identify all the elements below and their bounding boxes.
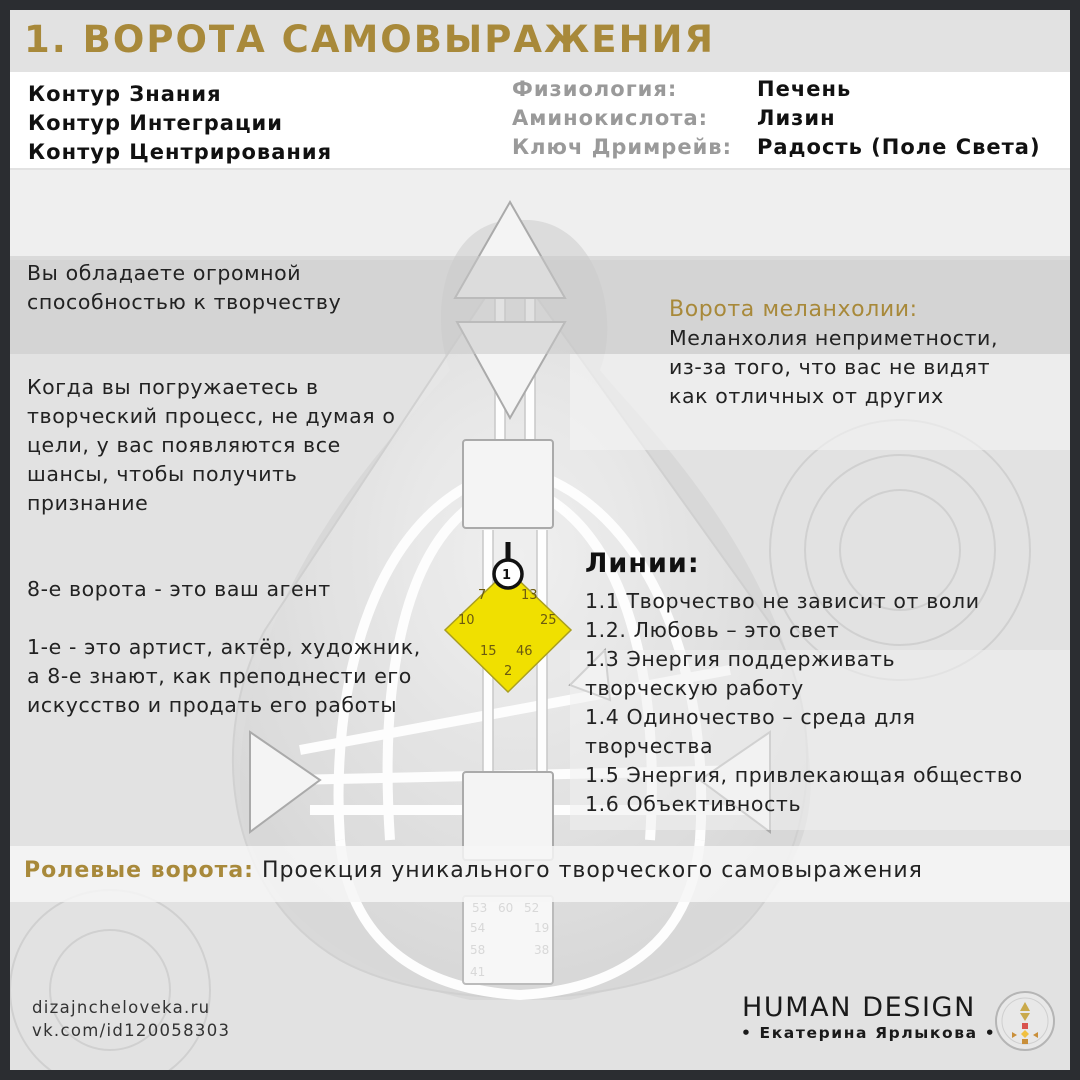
line-1-1: 1.1 Творчество не зависит от воли: [585, 589, 980, 613]
circuit-centering: Контур Центрирования: [28, 140, 333, 164]
root-gate-60: 60: [498, 901, 514, 915]
physiology-label: Физиология:: [512, 77, 678, 101]
text-line: искусство и продать его работы: [27, 693, 398, 717]
brand-title: HUMAN DESIGN: [742, 992, 976, 1023]
source-links: [32, 996, 230, 1042]
root-gate-52: 52: [524, 901, 540, 915]
role-gates-label: Ролевые ворота:: [24, 858, 254, 883]
recognition-text: [27, 373, 395, 518]
root-center: [463, 896, 553, 984]
text-line: шансы, чтобы получить: [27, 462, 298, 486]
amino-acid-value: Лизин: [757, 106, 836, 130]
line-1-4-cont: творчества: [585, 734, 714, 758]
role-gates: [24, 858, 923, 883]
root-gate-58: 58: [470, 943, 486, 957]
gate-marker-number: 1: [502, 568, 512, 583]
text-line: Меланхолия неприметности,: [669, 326, 999, 350]
infographic-card: [10, 10, 1070, 1070]
lines-title: Линии:: [585, 548, 700, 579]
line-1-3: 1.3 Энергия поддерживать: [585, 647, 896, 671]
physiology-value: Печень: [757, 77, 852, 101]
gate-10: 10: [458, 613, 475, 628]
text-line: 1-е - это артист, актёр, художник,: [27, 635, 421, 659]
dreamrave-key-label: Ключ Дримрейв:: [512, 135, 732, 159]
root-gate-38: 38: [534, 943, 550, 957]
throat-center: [463, 440, 553, 528]
text-line: признание: [27, 491, 149, 515]
text-line: Вы обладаете огромной: [27, 261, 302, 285]
text-line: Когда вы погружаетесь в: [27, 375, 319, 399]
dreamrave-key-value: Радость (Поле Света): [757, 135, 1041, 159]
text-line: как отличных от других: [669, 384, 944, 408]
artist-text: [27, 633, 421, 720]
text-line: цели, у вас появляются все: [27, 433, 341, 457]
bodygraph-illustration: [10, 10, 1070, 1070]
human-design-logo-icon: [994, 990, 1056, 1052]
amino-acid-label: Аминокислота:: [512, 106, 709, 130]
gate-25: 25: [540, 613, 557, 628]
root-gate-54: 54: [470, 921, 486, 935]
gate-13: 13: [521, 588, 538, 603]
agent-text: [27, 575, 331, 604]
root-gate-53: 53: [472, 901, 488, 915]
text-line: 8-е ворота - это ваш агент: [27, 577, 331, 601]
role-gates-text: Проекция уникального творческого самовыражения: [261, 858, 923, 883]
line-1-6: 1.6 Объективность: [585, 792, 802, 816]
text-line: а 8-е знают, как преподнести его: [27, 664, 412, 688]
author-name: • Екатерина Ярлыкова •: [741, 1024, 997, 1042]
root-gate-19: 19: [534, 921, 550, 935]
line-1-4: 1.4 Одиночество – среда для: [585, 705, 916, 729]
text-line: способностью к творчеству: [27, 290, 342, 314]
circuit-integration: Контур Интеграции: [28, 111, 283, 135]
text-line: творческий процесс, не думая о: [27, 404, 396, 428]
root-gate-41: 41: [470, 965, 486, 979]
gate-15: 15: [480, 644, 497, 659]
melancholy-title: Ворота меланхолии:: [669, 297, 918, 322]
circuit-knowing: Контур Знания: [28, 82, 222, 106]
page-title: 1. ВОРОТА САМОВЫРАЖЕНИЯ: [24, 18, 716, 61]
lines-list: [585, 587, 1065, 819]
gate-2: 2: [504, 664, 513, 679]
line-1-5: 1.5 Энергия, привлекающая общество: [585, 763, 1023, 787]
line-1-2: 1.2. Любовь – это свет: [585, 618, 840, 642]
line-1-3-cont: творческую работу: [585, 676, 804, 700]
melancholy-block: [669, 295, 998, 411]
gate-46: 46: [516, 644, 533, 659]
text-line: из-за того, что вас не видят: [669, 355, 991, 379]
vk-link[interactable]: vk.com/id120058303: [32, 1021, 231, 1040]
site-link[interactable]: dizajncheloveka.ru: [32, 998, 211, 1017]
gate-1-marker: [494, 560, 522, 588]
gate-7: 7: [478, 588, 487, 603]
creativity-text: [27, 259, 341, 317]
